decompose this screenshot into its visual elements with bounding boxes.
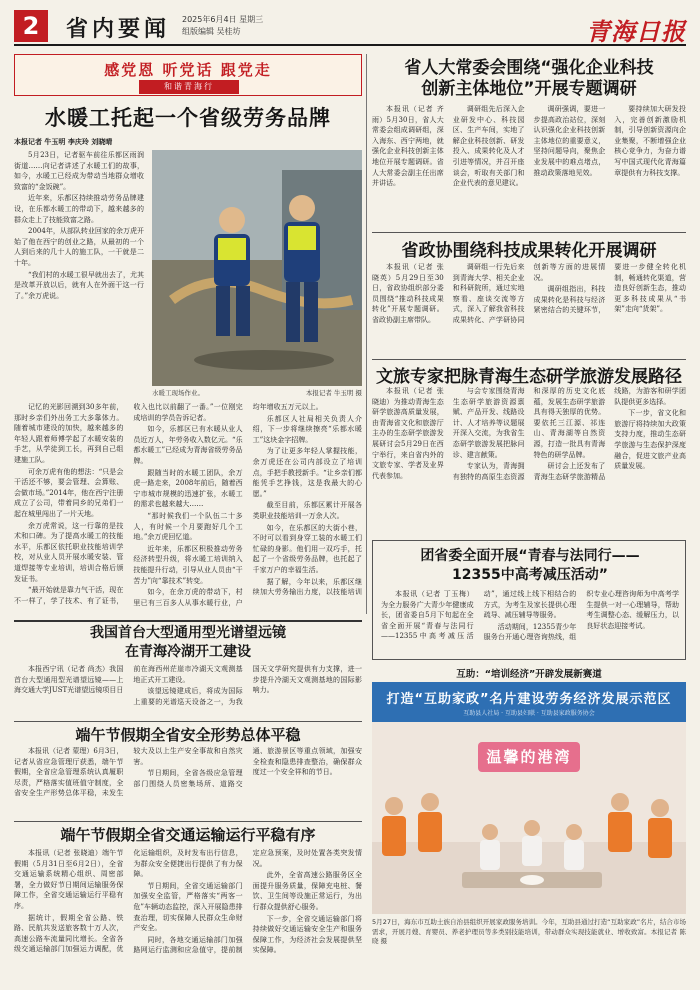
story-headline-transport: 端午节假期全省交通运输运行平稳有序 [60, 826, 316, 844]
story-body-cppcc [372, 262, 686, 358]
page-number: 2 [14, 10, 48, 42]
paragraph: 近年来，乐都区积极推动劳务经济转型升级，将水暖工培训纳入技能提升行动，引导从业人员由“干苦力”向“靠技术”转变。 [133, 544, 243, 585]
paragraph: 调研组指出，科技成果转化是科技与经济紧密结合的关键环节，要进一步健全转化机制，畅通转化渠道，营造良好创新生态，推动更多科技成果从“书架”走向“货架”。 [533, 263, 686, 315]
photo-caption [152, 388, 362, 397]
story-headline-npc [372, 58, 686, 100]
slogan-banner [14, 54, 362, 96]
paragraph: 乐都区人社局相关负责人介绍，下一步将继续擦亮“乐都水暖工”这块金字招牌。 [252, 414, 362, 444]
paragraph: 本报讯（记者 张晓迪）为推动青海生态研学旅游高质量发展，由青海省文化和旅游厅主办的生态研学旅游发展研讨会5月29日在西宁举行，来自省内外的文旅专家、学者及业界代表参加。 [372, 387, 444, 480]
paragraph: 截至目前，乐都区累计开展各类职业技能培训一万余人次。 [252, 501, 362, 520]
issue-date: 2025年6月4日 星期三 [182, 15, 264, 24]
story-headline: 水暖工托起一个省级劳务品牌 [45, 106, 331, 130]
story-body-transport [14, 848, 362, 978]
paragraph: 本报讯（记者 张晓迪）端午节假期（5月31日至6月2日），全省交通运输系统精心组织、周密部署，全力做好节日期间运输服务保障工作，全省交通运输运行平稳有序。 [14, 849, 124, 910]
paragraph: 本报讯（记者 张晓英）5月29日至30日，省政协组织部分委员围绕“推动科技成果转化”开展专题调研。省政协副主席带队。 [372, 263, 444, 324]
headline-line: 省人大常委会围绕“强化企业科技 [404, 58, 654, 78]
headline-line: 12355中高考减压活动” [452, 567, 608, 583]
divider [14, 821, 362, 822]
story-labor-brand [14, 54, 362, 618]
paragraph: 要持续加大研发投入，完善创新激励机制，引导创新资源向企业集聚，不断增强企业核心竞争力，为奋力谱写中国式现代化青海篇章提供有力科技支撑。 [614, 105, 686, 177]
column-divider [366, 54, 367, 614]
paragraph: 调研强调，要进一步提高政治站位，深刻认识强化企业科技创新主体地位的重要意义，坚持问题导向，聚焦企业发展中的难点堵点，推动政策落地见效。 [533, 105, 606, 177]
paragraph: 本报西宁讯（记者 尚杰）我国首台大型通用型光谱望远镜——上海交通大学JUST光谱望远镜项目日前在海西州茫崖市冷湖天文观测基地正式开工建设。 [14, 665, 243, 695]
divider [14, 721, 362, 722]
paragraph: 记忆的光影回溯到30多年前，那时乡亲们外出务工大多靠体力。随着城市建设的加快，越来越多的年轻人跟着师傅学起了水暖安装的手艺，从学徒到工长，再到自己组建施工队。 [14, 403, 124, 464]
headline-line: 团省委全面开展“青春与法同行—— [420, 548, 640, 564]
youth-league-box [372, 540, 686, 660]
section-name: 省内要闻 [66, 17, 171, 42]
divider [14, 620, 362, 622]
story-body-top [14, 150, 144, 398]
paragraph: 活动期间，12355青少年服务台开通心理咨询热线，组织专业心理咨询师为中高考学生提供一对一心理辅导，帮助考生调整心态、缓解压力，以良好状态迎接考试。 [483, 590, 679, 642]
photo-credit: 本报记者 牛玉明 摄 [305, 389, 362, 397]
slogan-text: 感党恩 听党话 跟党走 [104, 61, 272, 79]
newspaper-logo: 青海日报 [586, 17, 686, 46]
paragraph: 同时，各地交通运输部门加强路网运行监测和应急值守，提前制定应急预案，及时处置各类突发情况。 [133, 849, 362, 955]
banner-subtitle: 互助县人社局 · 互助县妇联 · 互助县家政服务协会 [463, 710, 595, 717]
story-body-bottom [14, 402, 362, 618]
paragraph: “我们村的水暖工很早就出去了，尤其是改革开放以后，就有人在外面干这一行了。”余万虎说。 [14, 270, 144, 300]
story-body-youth [381, 589, 679, 655]
paragraph: 下一步，省文化和旅游厅将持续加大政策支持力度，推动生态研学旅游与生态保护深度融合，促进文旅产业高质量发展。 [614, 409, 686, 471]
story-headline-youth [379, 547, 681, 585]
paragraph: 本报讯（记者 丁玉梅）为全力服务广大青少年健康成长，团省委自5月下旬起在全省全面开展“青春与法同行——12355中高考减压活动”，通过线上线下相结合的方式，为考生及家长提供心理疏导、减压辅导等服务。 [381, 590, 577, 641]
column-tag: 和谐青海行 [139, 80, 239, 94]
masthead-info [182, 14, 263, 38]
paragraph: 下一步，全省交通运输部门将持续做好交通运输安全生产和服务保障工作，为经济社会发展提供坚实保障。 [252, 914, 362, 955]
story-headline-safety: 端午节假期全省安全形势总体平稳 [75, 726, 301, 744]
paragraph: 可余万虎有他的想法：“只是会干活还不够，要会管理、会算账、会做市场。”2014年，他在西宁注册成立了公司，带着同乡的兄弟们一起在城里闯出了一片天地。 [14, 467, 124, 518]
photo-caption-text: 水暖工现场作业。 [152, 389, 204, 397]
divider [372, 232, 686, 233]
headline-line: 创新主体地位”开展专题调研 [421, 79, 637, 99]
headline-line: 我国首台大型通用型光谱望远镜 [90, 625, 286, 641]
paragraph: 2004年，从部队转业回家的余万虎开始了他在西宁的创业之路，从最初的一个人到后来的几十人的施工队，一干就是二十年。 [14, 227, 144, 267]
plumbers-illustration [152, 150, 362, 386]
divider [372, 359, 686, 360]
paragraph: 调研组一行先后来到青海大学、相关企业和科研院所，通过实地察看、座谈交流等方式，深入了解我省科技成果转化、产学研协同创新等方面的进展情况。 [452, 263, 606, 324]
photo-story-headline: 互助：“培训经济”开辟发展新赛道 [456, 669, 602, 680]
paragraph: 据了解，今年以来，乐都区继续加大劳务输出力度，以技能培训 [252, 577, 362, 597]
paragraph: 跟随当时的水暖工团队，余万虎一路走来，2008年前后，随着西宁市城市规模的迅速扩张，水暖工的需求也越来越大…… [133, 468, 243, 509]
story-headline-tourism: 文旅专家把脉青海生态研学旅游发展路径 [376, 367, 682, 387]
event-banner [372, 682, 686, 722]
story-headline-telescope [14, 624, 362, 662]
paragraph: 如今，乐都区已有水暖从业人员近万人，年劳务收入数亿元。“乐都水暖工”已经成为青海省级劳务品牌。 [133, 425, 243, 465]
paragraph: 该望远镜建成后，将成为国际上重要的光谱巡天设备之一，为我国天文学研究提供有力支撑，进一步提升冷湖天文观测基地的国际影响力。 [133, 665, 362, 706]
paragraph: 5月23日，记者驱车前往乐都区雨润街道……向记者讲述了水暖工们的故事，如今，水暖工已经成为带动当地群众增收致富的“金饭碗”。 [14, 151, 144, 191]
story-body-tourism [372, 386, 686, 534]
paragraph: 节日期间，全省各级应急管理部门围绕人员密集场所、道路交通、旅游景区等重点领域，加强安全检查和隐患排查整治，确保群众度过一个安全祥和的节日。 [133, 747, 362, 788]
paragraph: 节日期间，全省交通运输部门加强安全监管，严格落实“两客一危”车辆动态监控，深入开展隐患排查治理，切实保障人民群众生命财产安全。 [133, 881, 243, 933]
paragraph: “那时候我们一个队伍二十多人，有时候一个月要跑好几个工地。”余万虎回忆道。 [133, 511, 243, 542]
story-body-telescope [14, 664, 362, 718]
masthead [14, 8, 686, 46]
paragraph: 本报讯（记者 蒙理）6月3日，记者从省应急管理厅获悉，端午节假期，全省应急管理系统认真履职尽责，严格落实值班值守制度，全省安全生产形势总体平稳，未发生较大及以上生产安全事故和自然灾害。 [14, 747, 243, 798]
training-photo [372, 682, 686, 914]
paragraph: 余万虎常说，这一行靠的是技术和口碑。为了提高水暖工的技能水平，乐都区依托职业技能培训学校，对从业人员开展水暖安装、管道焊接等专业培训，培训合格后颁发证书。 [14, 521, 124, 583]
layout-editor: 组版编辑 吴桂坊 [182, 27, 241, 36]
story-byline: 本报记者 牛玉明 李庆玲 刘晓晴 [14, 138, 113, 146]
paragraph: 为了让更多年轻人掌握技能，余万虎还在公司内部设立了培训点，手把手教授新手。“让乡亲们都能凭手艺挣钱，这是我最大的心愿。” [252, 447, 362, 498]
paragraph: 与会专家围绕青海生态研学旅游资源禀赋、产品开发、线路设计、人才培养等议题展开深入交流，为我省生态研学旅游发展把脉问诊、建言献策。 [452, 387, 525, 459]
paragraph: 如今，在余万虎的带动下，村里已有三百多人从事水暖行业，户均年增收五万元以上。 [133, 403, 323, 607]
photo-caption: 5月27日，海东市互助土族自治县组织开展家政服务培训。今年，互助县通过打造“互助家政”名片，结合市场需求，开展月嫂、育婴员、养老护理员等多类别技能培训，带动群众实现技能就业、增收致富。本报记者 陈晓 摄 [372, 918, 686, 945]
paragraph: 专家认为，青海拥有独特的高原生态资源和深厚的历史文化底蕴，发展生态研学旅游具有得天独厚的优势。要依托三江源、祁连山、青海湖等自然资源，打造一批具有青海特色的研学品牌。 [452, 387, 606, 481]
headline-line: 在青海冷湖开工建设 [125, 644, 251, 660]
story-body-safety [14, 746, 362, 818]
sign-board: 温馨的港湾 [478, 742, 580, 772]
paragraph: 此外，全省高速公路服务区全面提升服务质量，保障充电桩、餐饮、卫生间等设施正常运行，为出行群众提供舒心服务。 [252, 871, 362, 911]
paragraph: 近年来，乐都区持续推动劳务品牌建设，在乐都水暖工的带动下，越来越多的群众走上了技能致富之路。 [14, 194, 144, 224]
banner-title: 打造“互助家政”名片建设劳务经济发展示范区 [386, 692, 672, 707]
paragraph: 如今，在乐都区的大街小巷，不时可以看到身穿工装的水暖工们忙碌的身影。他们用一双巧手，托起了一个省级劳务品牌，也托起了千家万户的幸福生活。 [252, 523, 362, 574]
paragraph: 调研组先后深入企业研发中心、科技园区、生产车间，实地了解企业科技创新、研发投入、成果转化及人才引进等情况，并召开座谈会，听取有关部门和企业代表的意见建议。 [452, 105, 525, 188]
paragraph: “最开始就是靠力气干活，现在不一样了，学了技术、有了证书，收入也比以前翻了一番。”一位刚完成培训的学员告诉记者。 [14, 403, 243, 605]
paragraph: 本报讯（记者 齐雨）5月30日，省人大常委会组成调研组，深入海东、西宁两地，就强化企业科技创新主体地位开展专题调研。省人大常委会副主任出席并讲话。 [372, 105, 444, 188]
paragraph: 据统计，假期全省公路、铁路、民航共发送旅客数十万人次，高速公路车流量同比增长。全省各级交通运输部门加强运力调配，优化运输组织，及时发布出行信息，为群众安全便捷出行提供了有力保障。 [14, 849, 243, 954]
story-body-npc [372, 104, 686, 230]
plumbers-photo [152, 150, 362, 386]
paragraph: 研讨会上还发布了青海生态研学旅游精品线路，为游客和研学团队提供更多选择。 [533, 387, 686, 481]
story-headline-cppcc: 省政协围绕科技成果转化开展调研 [401, 241, 657, 261]
